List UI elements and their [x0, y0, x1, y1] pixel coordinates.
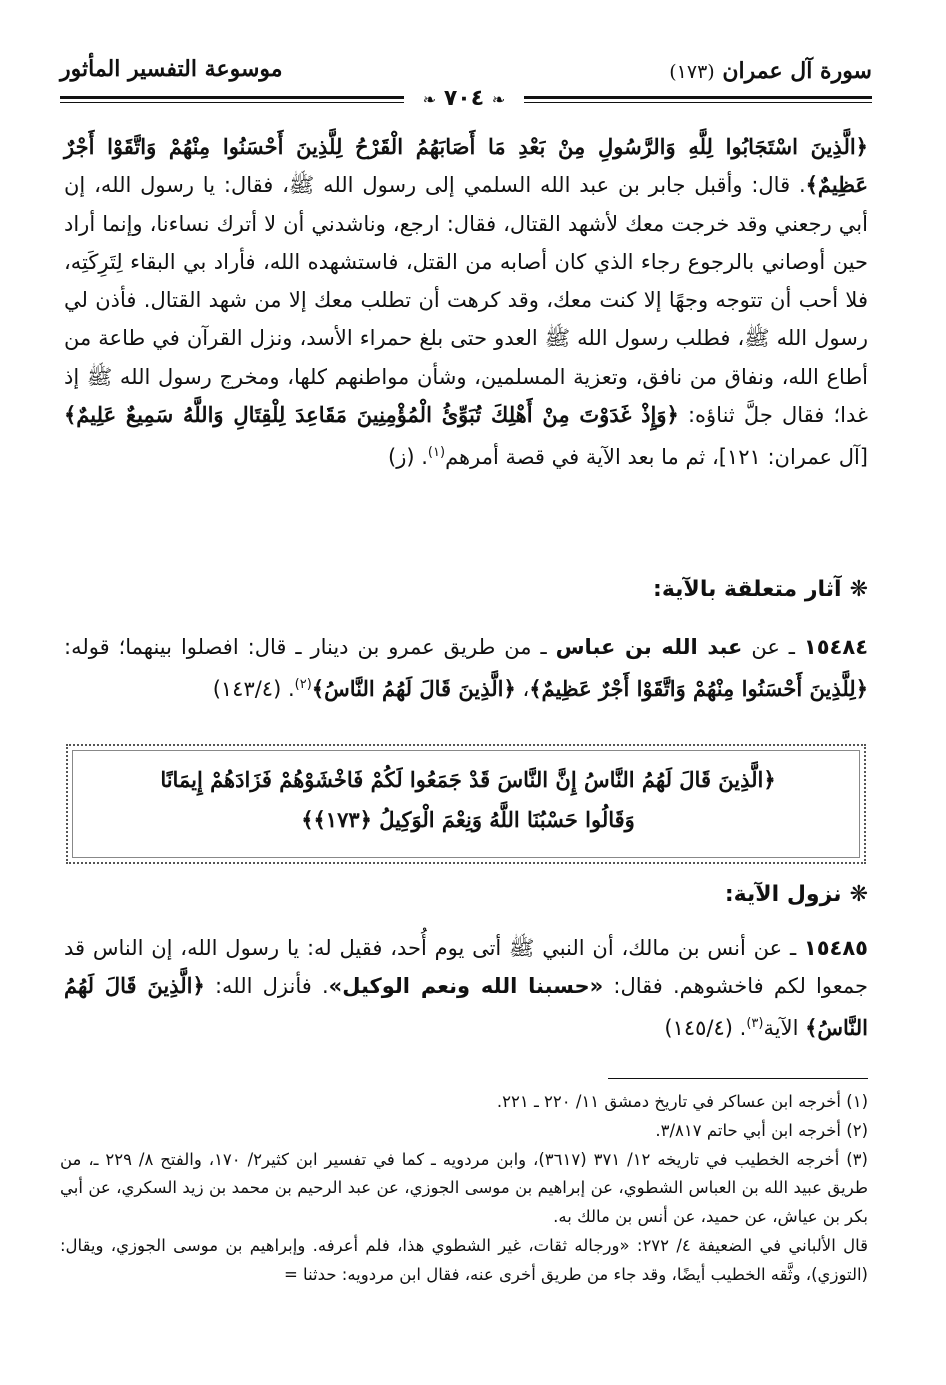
narration-text: . قال: وأقبل جابر بن عبد الله السلمي إلى رسول الله ﷺ، فقال: يا رسول الله، إن أبي رجعني وقد خرجت معك لأشهد القتال، فقال: ارجع، وناشدني أن لا أترك نساءنا، وإنما أراد حين أوصاني بالرجوع رجاء الذي كان أصابه من القتل، فاستشهده الله، فأراد بي البقاء لِتَرِكَتِه، فلا أحب أن تتوجه وجهًا إلا كنت معك، وقد كرهت أن تطلب معك إلا من شهد القتال. فأذن لي رسول الله ﷺ، فطلب رسول الله ﷺ العدو حتى بلغ حمراء الأسد، ونزل القرآن في طاعة من أطاع الله، ونفاق من نافق، وتعزية المسلمين، وشأن مواطنهم كلها، ومخرج رسول الله ﷺ إذ غدا؛ فقال جلَّ ثناؤه:: [64, 173, 868, 428]
ayah-line: وَقَالُوا حَسْبُنَا اللَّهُ وَنِعْمَ الْوَكِيلُ ﴿١٧٣﴾﴾: [301, 807, 635, 832]
entry-text: ـ عن أنس بن مالك، أن النبي ﷺ أتى يوم أُحد، فقيل له: يا رسول الله، إن الناس قد جمعوا لكم فاخشوهم. فقال:: [64, 936, 868, 998]
footnote-divider: [608, 1078, 868, 1079]
entry-text: الآية: [763, 1016, 806, 1040]
narrator-name: عبد الله بن عباس: [555, 635, 743, 659]
section-heading: [64, 882, 868, 907]
ayah-text: [90, 760, 846, 840]
separator: ،: [515, 677, 530, 701]
flower-icon: ❋: [849, 882, 868, 907]
quran-verse: ﴿وَإِذْ غَدَوْتَ مِنْ أَهْلِكَ تُبَوِّئُ الْمُؤْمِنِينَ مَقَاعِدَ لِلْقِتَالِ وَاللَّهُ سَمِيعٌ عَلِيمٌ﴾: [64, 402, 679, 428]
section-heading: [64, 577, 868, 602]
entry-number: ١٥٤٨٥: [803, 936, 868, 960]
section-heading-text: آثار متعلقة بالآية:: [653, 577, 842, 602]
entry-text: ـ عن: [742, 635, 804, 659]
bold-quote: «حسبنا الله ونعم الوكيل»: [328, 974, 604, 998]
quran-verse: ﴿الَّذِينَ قَالَ لَهُمُ النَّاسُ﴾: [64, 973, 868, 1040]
footnote: قال الألباني في الضعيفة ٤/ ٢٧٢: «ورجاله ثقات، غير الشطوي هذا، فلم أعرفه. وإبراهيم بن موسى الجوزي، ويقال: (التوزي)، وثَّقه الخطيب أيضًا، وقد جاء من طريق أخرى عنه، فقال ابن مردويه: حدثنا =: [60, 1235, 868, 1284]
surah-header: [669, 58, 872, 84]
main-paragraph: [64, 128, 868, 477]
entry-text: . فأنزل الله:: [204, 974, 329, 998]
narration-end: . (ز): [388, 445, 428, 470]
ornament-icon: ❧: [422, 90, 437, 109]
quran-verse: ﴿الَّذِينَ اسْتَجَابُوا لِلَّهِ وَالرَّسُولِ مِنْ بَعْدِ مَا أَصَابَهُمُ الْقَرْحُ لِلَّذِينَ أَحْسَنُوا مِنْهُمْ وَاتَّقَوْا أَجْرٌ عَظِيمٌ﴾: [64, 134, 868, 198]
quran-verse: ﴿الَّذِينَ قَالَ لَهُمُ النَّاسُ﴾: [311, 676, 516, 701]
flower-icon: ❋: [849, 577, 868, 602]
volume-ref: . (١٤٣/٤): [212, 677, 295, 701]
book-title: موسوعة التفسير المأثور: [60, 56, 283, 82]
entry-number: ١٥٤٨٤: [803, 635, 869, 659]
footnote: (٢) أخرجه ابن أبي حاتم ٣/٨١٧.: [655, 1120, 868, 1140]
ornament-icon: ❧: [491, 90, 506, 109]
quran-verse: ﴿لِلَّذِينَ أَحْسَنُوا مِنْهُمْ وَاتَّقَوْا أَجْرٌ عَظِيمٌ﴾: [529, 676, 868, 701]
nuzul-paragraph: [64, 929, 868, 1047]
entry-text: ـ من طريق عمرو بن دينار ـ قال: افصلوا بينهما؛ قوله:: [64, 635, 556, 659]
page-number: [404, 86, 524, 111]
footnote-ref: (٣): [746, 1016, 764, 1031]
footnotes: [60, 1088, 868, 1290]
ayah-ref: (١٧٣): [669, 61, 715, 83]
ayah-line: ﴿الَّذِينَ قَالَ لَهُمُ النَّاسُ إِنَّ النَّاسَ قَدْ جَمَعُوا لَكُمْ فَاخْشَوْهُمْ فَزَادَهُمْ إِيمَانًا: [160, 767, 776, 792]
footnote: (١) أخرجه ابن عساكر في تاريخ دمشق ١١/ ٢٢٠ ـ ٢٢١.: [496, 1092, 868, 1111]
narration-text: [آل عمران: ١٢١]، ثم ما بعد الآية في قصة أمرهم: [445, 445, 868, 470]
athar-paragraph: [64, 628, 868, 708]
volume-ref: . (١٤٥/٤): [664, 1016, 747, 1040]
surah-title: سورة آل عمران: [722, 58, 872, 84]
footnote: (٣) أخرجه الخطيب في تاريخه ١٢/ ٣٧١ (٣٦١٧)، وابن مردويه ـ كما في تفسير ابن كثير٢/ ١٧٠، والفتح ٨/ ٢٢٩ ـ، من طريق عبيد الله بن العباس الشطوي، عن إبراهيم بن موسى الجوزي، عن عبد الرحيم بن محمد بن زيد السكري، عن أبي بكر بن عياش، عن حميد، عن أنس بن مالك به.: [60, 1149, 868, 1227]
page-number-value: ٧٠٤: [443, 86, 485, 111]
footnote-ref: (٢): [294, 677, 312, 692]
section-heading-text: نزول الآية:: [724, 882, 842, 907]
footnote-ref: (١): [427, 445, 446, 461]
